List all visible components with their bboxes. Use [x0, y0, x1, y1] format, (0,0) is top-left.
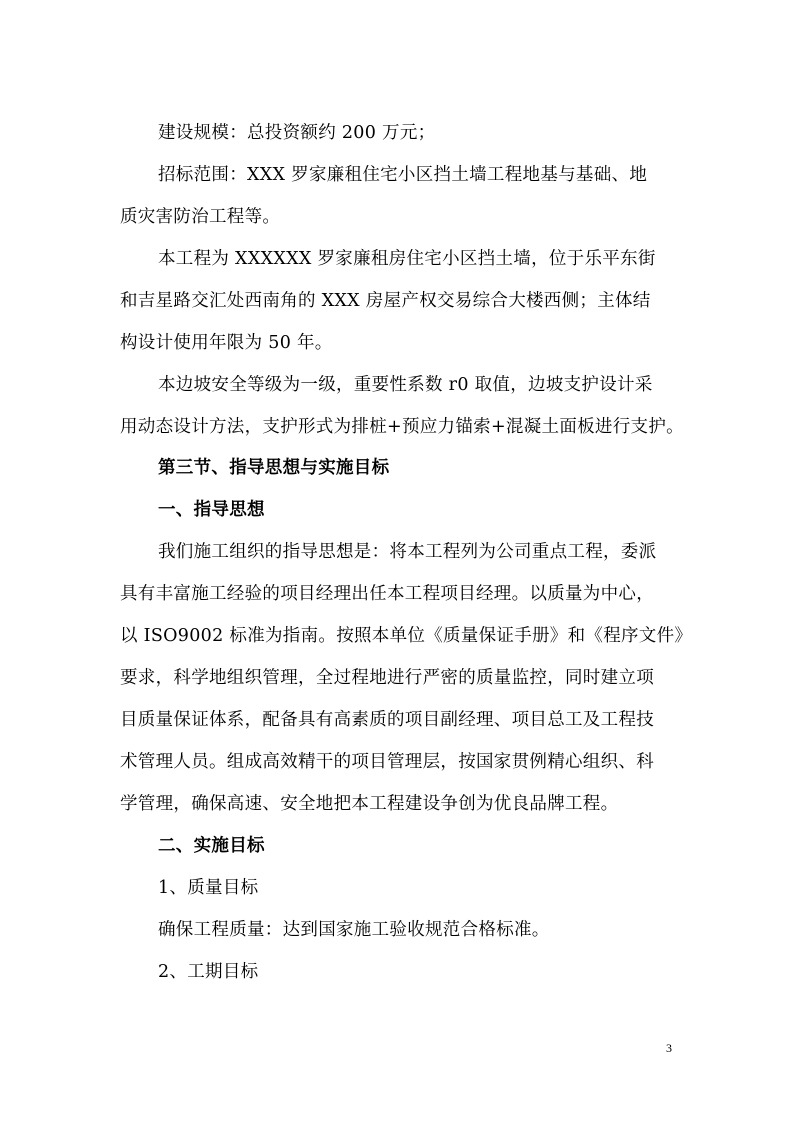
goal-heading-schedule: 2、工期目标	[158, 962, 259, 982]
subsection-heading-implementation-goals: 二、实施目标	[158, 836, 265, 856]
goal-heading-quality: 1、质量目标	[158, 878, 259, 898]
paragraph-quality-goal: 确保工程质量：达到国家施工验收规范合格标准。	[158, 920, 550, 940]
paragraph-project-location-line-3: 构设计使用年限为 50 年。	[120, 333, 333, 353]
paragraph-guiding-principle-line-5: 目质量保证体系，配备具有高素质的项目副经理、项目总工及工程技	[120, 710, 654, 730]
paragraph-guiding-principle-line-6: 术管理人员。组成高效精干的项目管理层，按国家贯例精心组织、科	[120, 752, 654, 772]
section-heading: 第三节、指导思想与实施目标	[158, 458, 390, 478]
paragraph-guiding-principle-line-4: 要求，科学地组织管理，全过程地进行严密的质量监控，同时建立项	[120, 668, 654, 688]
paragraph-construction-scale: 建设规模：总投资额约 200 万元；	[158, 123, 436, 143]
paragraph-project-location-line-1: 本工程为 XXXXXX 罗家廉租房住宅小区挡土墙，位于乐平东街	[158, 249, 656, 269]
paragraph-tender-scope-line-2: 质灾害防治工程等。	[120, 207, 281, 227]
paragraph-slope-safety-line-2: 用动态设计方法，支护形式为排桩+预应力锚索+混凝土面板进行支护。	[120, 417, 684, 437]
paragraph-slope-safety-line-1: 本边坡安全等级为一级，重要性系数 r0 取值，边坡支护设计采	[158, 375, 653, 395]
subsection-heading-guiding-principle: 一、指导思想	[158, 500, 265, 520]
paragraph-project-location-line-2: 和吉星路交汇处西南角的 XXX 房屋产权交易综合大楼西侧；主体结	[120, 291, 651, 311]
paragraph-guiding-principle-line-7: 学管理，确保高速、安全地把本工程建设争创为优良品牌工程。	[120, 794, 619, 814]
paragraph-guiding-principle-line-3: 以 ISO9002 标准为指南。按照本单位《质量保证手册》和《程序文件》	[120, 626, 693, 646]
paragraph-guiding-principle-line-2: 具有丰富施工经验的项目经理出任本工程项目经理。以质量为中心，	[120, 584, 654, 604]
paragraph-guiding-principle-line-1: 我们施工组织的指导思想是：将本工程列为公司重点工程，委派	[158, 542, 657, 562]
paragraph-tender-scope-line-1: 招标范围：XXX 罗家廉租住宅小区挡土墙工程地基与基础、地	[158, 165, 648, 185]
page-number: 3	[666, 1041, 672, 1055]
